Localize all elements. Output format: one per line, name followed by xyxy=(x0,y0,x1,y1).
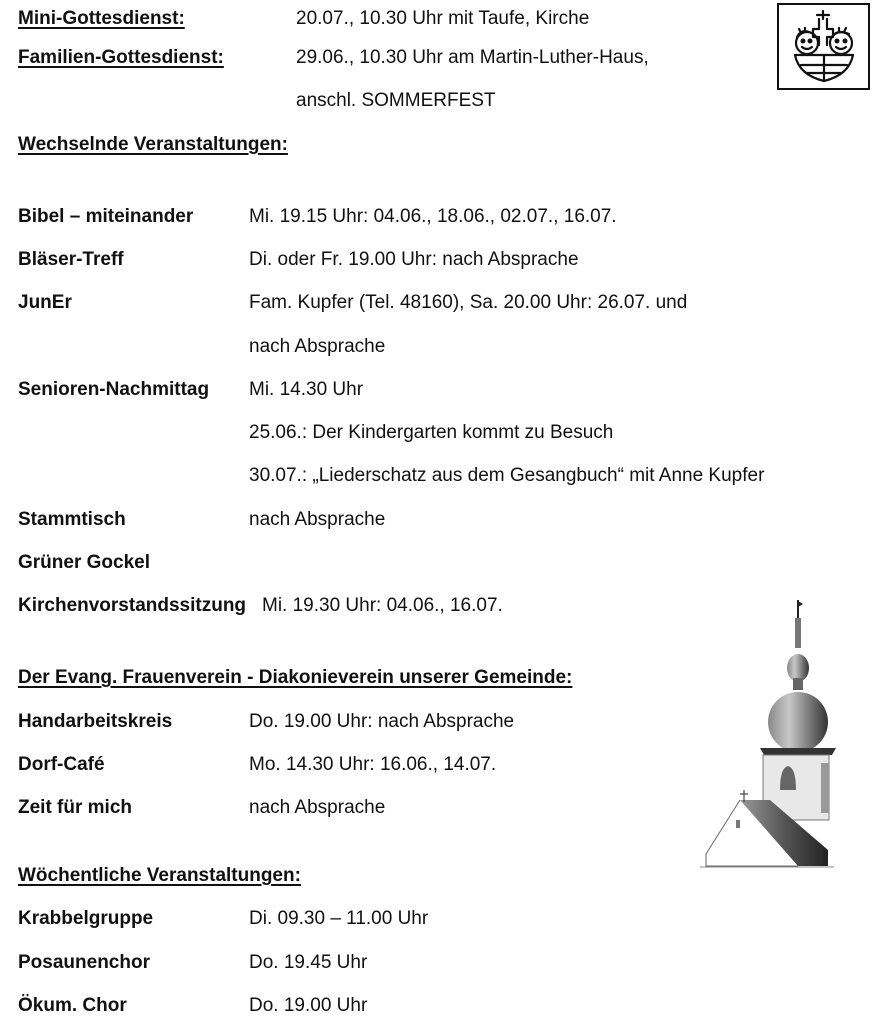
event-value: Di. oder Fr. 19.00 Uhr: nach Absprache xyxy=(249,249,579,270)
event-value: Mi. 14.30 Uhr xyxy=(249,379,364,400)
event-label: Krabbelgruppe xyxy=(18,908,154,929)
event-value: Mi. 19.30 Uhr: 04.06., 16.07. xyxy=(262,595,503,616)
event-value: nach Absprache xyxy=(249,797,386,818)
event-value: Di. 09.30 – 11.00 Uhr xyxy=(249,908,429,929)
event-value: nach Absprache xyxy=(249,509,386,530)
event-label: Dorf-Café xyxy=(18,754,105,775)
event-label: Bibel – miteinander xyxy=(18,206,194,227)
event-label: Handarbeitskreis xyxy=(18,711,173,732)
children-cross-logo-icon xyxy=(777,3,870,90)
church-tower-icon xyxy=(700,598,840,868)
section-woechentliche-heading: Wöchentliche Veranstaltungen: xyxy=(18,865,301,886)
event-label: Kirchenvorstandssitzung xyxy=(18,595,247,616)
familien-gottesdienst-value-cont: anschl. SOMMERFEST xyxy=(296,90,496,111)
event-value: Do. 19.45 Uhr xyxy=(249,952,368,973)
familien-gottesdienst-label: Familien-Gottesdienst: xyxy=(18,47,224,68)
event-label: Ökum. Chor xyxy=(18,995,127,1016)
event-label: Grüner Gockel xyxy=(18,552,150,573)
event-label: Senioren-Nachmittag xyxy=(18,379,210,400)
event-value: Do. 19.00 Uhr xyxy=(249,995,368,1016)
event-label: Stammtisch xyxy=(18,509,126,530)
event-label: Posaunenchor xyxy=(18,952,150,973)
event-value: Do. 19.00 Uhr: nach Absprache xyxy=(249,711,515,732)
event-value-cont: 30.07.: „Liederschatz aus dem Gesangbuch“ mit Anne Kupfer xyxy=(249,465,765,486)
event-value: Mo. 14.30 Uhr: 16.06., 14.07. xyxy=(249,754,497,775)
mini-gottesdienst-label: Mini-Gottesdienst: xyxy=(18,8,185,29)
event-value: Fam. Kupfer (Tel. 48160), Sa. 20.00 Uhr: 26.07. und xyxy=(249,292,688,313)
event-label: Bläser-Treff xyxy=(18,249,124,270)
event-label: Zeit für mich xyxy=(18,797,133,818)
section-frauenverein-heading: Der Evang. Frauenverein - Diakonieverein unserer Gemeinde: xyxy=(18,667,573,688)
familien-gottesdienst-value: 29.06., 10.30 Uhr am Martin-Luther-Haus, xyxy=(296,47,649,68)
event-value: Mi. 19.15 Uhr: 04.06., 18.06., 02.07., 16.07. xyxy=(249,206,617,227)
event-label: JunEr xyxy=(18,292,72,313)
event-value-cont: nach Absprache xyxy=(249,336,386,357)
mini-gottesdienst-value: 20.07., 10.30 Uhr mit Taufe, Kirche xyxy=(296,8,590,29)
section-wechselnde-heading: Wechselnde Veranstaltungen: xyxy=(18,134,288,155)
event-value-cont: 25.06.: Der Kindergarten kommt zu Besuch xyxy=(249,422,614,443)
